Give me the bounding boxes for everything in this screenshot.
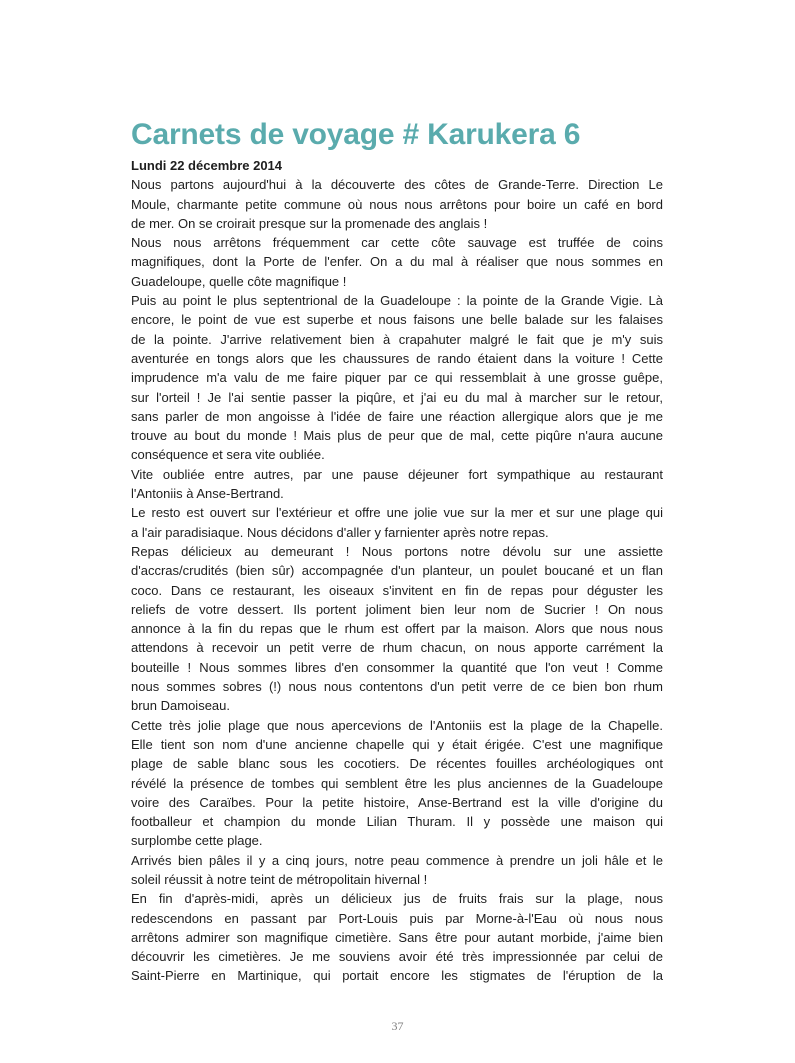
paragraph — [131, 503, 663, 542]
text-line: aventurée en tongs alors que les chaussures de rando étaient dans la voiture ! Cette — [131, 350, 663, 366]
text-line: surplombe cette plage. — [131, 833, 263, 849]
text-line: attendons à recevoir un petit verre de rhum chacun, on nous apporte carrément la — [131, 640, 663, 656]
text-line: Saint-Pierre en Martinique, qui portait encore les stigmates de l'éruption de la — [131, 968, 663, 984]
text-line: Nous nous arrêtons fréquemment car cette côte sauvage est truffée de coins — [131, 235, 663, 251]
paragraph — [131, 233, 663, 291]
text-line: révélé la présence de tombes qui semblent être les plus anciennes de la Guadeloupe — [131, 775, 663, 791]
page-title: Carnets de voyage # Karukera 6 — [131, 118, 581, 152]
text-line: annonce à la fin du repas que le rhum est offert par la maison. Alors que nous nous — [131, 621, 663, 637]
text-line: trouve au bout du monde ! Mais plus de peur que de mal, cette piqûre n'aura aucune — [131, 428, 663, 444]
text-line: d'accras/crudités (bien sûr) accompagnée d'un planteur, un poulet boucané et un flan — [131, 563, 663, 579]
text-line: l'Antoniis à Anse-Bertrand. — [131, 486, 284, 502]
text-line: footballeur et champion du monde Lilian Thuram. Il y possède une maison qui — [131, 814, 663, 830]
text-line: Repas délicieux au demeurant ! Nous portons notre dévolu sur une assiette — [131, 543, 663, 559]
text-line: Cette très jolie plage que nous apercevions de l'Antoniis est la plage de la Chapelle. — [131, 717, 663, 733]
text-line: coco. Dans ce restaurant, les oiseaux s'invitent en fin de repas pour déguster les — [131, 582, 663, 598]
paragraph — [131, 851, 663, 890]
text-line: soleil réussit à notre teint de métropolitain hivernal ! — [131, 871, 428, 887]
text-line: sans parler de mon angoisse à l'idée de faire une réaction allergique alors que je me — [131, 408, 663, 424]
paragraph-list — [131, 175, 663, 985]
text-line: nous sommes sobres (!) nous nous contentons d'un petit verre de ce bien bon rhum — [131, 679, 663, 695]
paragraph — [131, 465, 663, 504]
page-number: 37 — [391, 1019, 404, 1033]
text-line: encore, le point de vue est superbe et nous faisons une belle balade sur les falaises — [131, 312, 663, 328]
text-line: conséquence et sera vite oubliée. — [131, 447, 325, 463]
text-line: Vite oubliée entre autres, par une pause déjeuner fort sympathique au restaurant — [131, 466, 663, 482]
paragraph — [131, 542, 663, 716]
text-line: reliefs de votre dessert. Ils portent joliment bien leur nom de Sucrier ! On nous — [131, 601, 663, 617]
text-line: Arrivés bien pâles il y a cinq jours, notre peau commence à prendre un joli hâle et le — [131, 852, 663, 868]
paragraph — [131, 291, 663, 465]
text-line: Nous partons aujourd'hui à la découverte des côtes de Grande-Terre. Direction Le — [131, 177, 663, 193]
text-line: En fin d'après-midi, après un délicieux jus de fruits frais sur la plage, nous — [131, 891, 663, 907]
document-body — [131, 156, 663, 986]
text-line: découvrir les cimetières. Je me souviens avoir été très impressionnée par celui de — [131, 949, 663, 965]
text-line: Puis au point le plus septentrional de la Guadeloupe : la pointe de la Grande Vigie. Là — [131, 293, 663, 309]
text-line: a l'air paradisiaque. Nous décidons d'aller y farnienter après notre repas. — [131, 524, 549, 540]
text-line: de la pointe. J'arrive relativement bien à crapahuter malgré le fait que je m'y suis — [131, 331, 663, 347]
text-line: Elle tient son nom d'une ancienne chapelle qui y était érigée. C'est une magnifique — [131, 736, 663, 752]
entry-date: Lundi 22 décembre 2014 — [131, 158, 283, 173]
paragraph — [131, 716, 663, 851]
text-line: voire des Caraïbes. Pour la petite histoire, Anse-Bertrand est la ville d'origine du — [131, 794, 663, 810]
text-line: imprudence m'a valu de me faire piquer par ce qui ressemblait à une grosse guêpe, — [131, 370, 663, 386]
text-line: redescendons en passant par Port-Louis puis par Morne-à-l'Eau où nous nous — [131, 910, 663, 926]
text-line: Moule, charmante petite commune où nous nous arrêtons pour boire un café en bord — [131, 196, 663, 212]
paragraph — [131, 889, 663, 985]
text-line: Le resto est ouvert sur l'extérieur et offre une jolie vue sur la mer et sur une plage qui — [131, 505, 663, 521]
text-line: de mer. On se croirait presque sur la promenade des anglais ! — [131, 215, 488, 231]
paragraph — [131, 175, 663, 233]
text-line: sur l'orteil ! Je l'ai sentie passer la piqûre, et j'ai eu du mal à marcher sur le retour, — [131, 389, 663, 405]
text-line: magnifiques, dont la Porte de l'enfer. On a du mal à réaliser que nous sommes en — [131, 254, 663, 270]
text-line: brun Damoiseau. — [131, 698, 230, 714]
text-line: plage de sable blanc sous les cocotiers. De récentes fouilles archéologiques ont — [131, 756, 663, 772]
text-line: arrêtons admirer son magnifique cimetière. Sans être pour autant morbide, j'aime bien — [131, 929, 663, 945]
text-line: bouteille ! Nous sommes libres d'en consommer la quantité que l'on veut ! Comme — [131, 659, 663, 675]
text-line: Guadeloupe, quelle côte magnifique ! — [131, 273, 347, 289]
